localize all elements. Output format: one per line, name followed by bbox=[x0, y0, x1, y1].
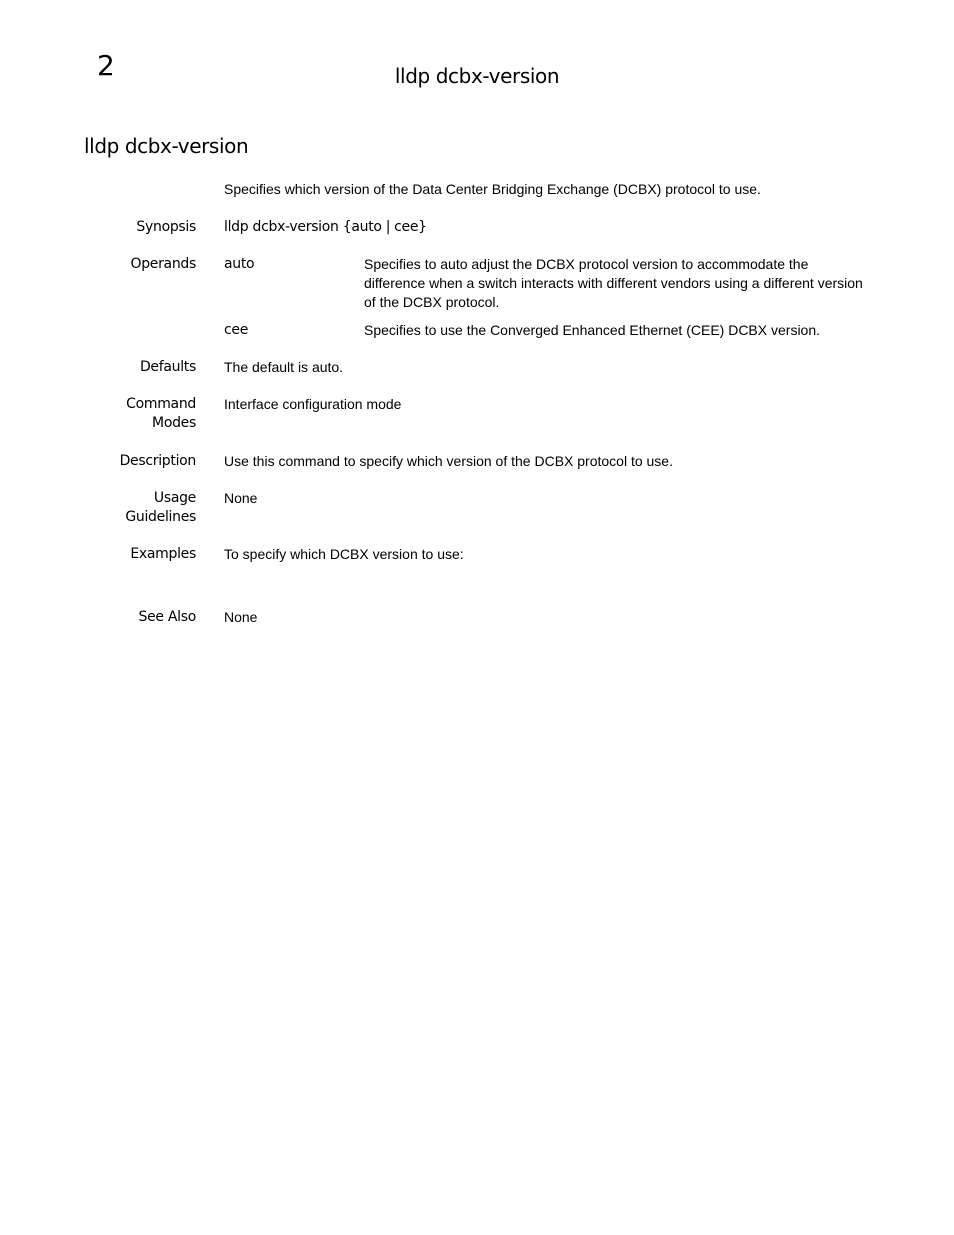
defaults-text: The default is auto. bbox=[224, 359, 344, 375]
synopsis-command bbox=[224, 218, 427, 237]
usage-guidelines-label bbox=[76, 489, 196, 527]
synopsis-separator: | bbox=[385, 219, 391, 235]
operand-description-cee: Specifies to use the Converged Enhanced Ethernet (CEE) DCBX version. bbox=[364, 322, 821, 338]
see-also-label: See Also bbox=[138, 609, 196, 625]
description-text: Use this command to specify which version of the DCBX protocol to use. bbox=[224, 453, 673, 469]
operands-label: Operands bbox=[130, 256, 196, 272]
command-modes-label bbox=[76, 395, 196, 433]
usage-guidelines-text: None bbox=[224, 490, 258, 506]
synopsis-open-brace: { bbox=[342, 219, 352, 235]
section-intro: Specifies which version of the Data Center Bridging Exchange (DCBX) protocol to use. bbox=[224, 181, 761, 197]
command-modes-label-line2: Modes bbox=[152, 415, 196, 431]
synopsis-label: Synopsis bbox=[136, 219, 196, 235]
synopsis-command-name: lldp dcbx-version bbox=[224, 219, 339, 235]
examples-label: Examples bbox=[130, 546, 196, 562]
running-header-title: lldp dcbx-version bbox=[394, 64, 560, 88]
chapter-number: 2 bbox=[97, 49, 115, 82]
usage-guidelines-label-line2: Guidelines bbox=[125, 509, 196, 525]
synopsis-option-cee: cee bbox=[394, 219, 419, 235]
operand-term-cee: cee bbox=[224, 322, 249, 338]
synopsis-option-auto: auto bbox=[351, 219, 382, 235]
operand-term-auto: auto bbox=[224, 256, 255, 272]
command-modes-label-line1: Command bbox=[126, 396, 196, 412]
operand-description-auto: Specifies to auto adjust the DCBX protocol version to accommodate the difference when a switch interacts with different vendors using a different version of the DCBX protocol. bbox=[364, 256, 863, 310]
defaults-label: Defaults bbox=[139, 359, 196, 375]
synopsis-close-brace: } bbox=[418, 219, 427, 235]
description-label: Description bbox=[119, 453, 196, 469]
examples-text: To specify which DCBX version to use: bbox=[224, 546, 464, 562]
section-title: lldp dcbx-version bbox=[84, 134, 249, 158]
command-modes-text: Interface configuration mode bbox=[224, 396, 402, 412]
see-also-text: None bbox=[224, 609, 258, 625]
usage-guidelines-label-line1: Usage bbox=[153, 490, 196, 506]
